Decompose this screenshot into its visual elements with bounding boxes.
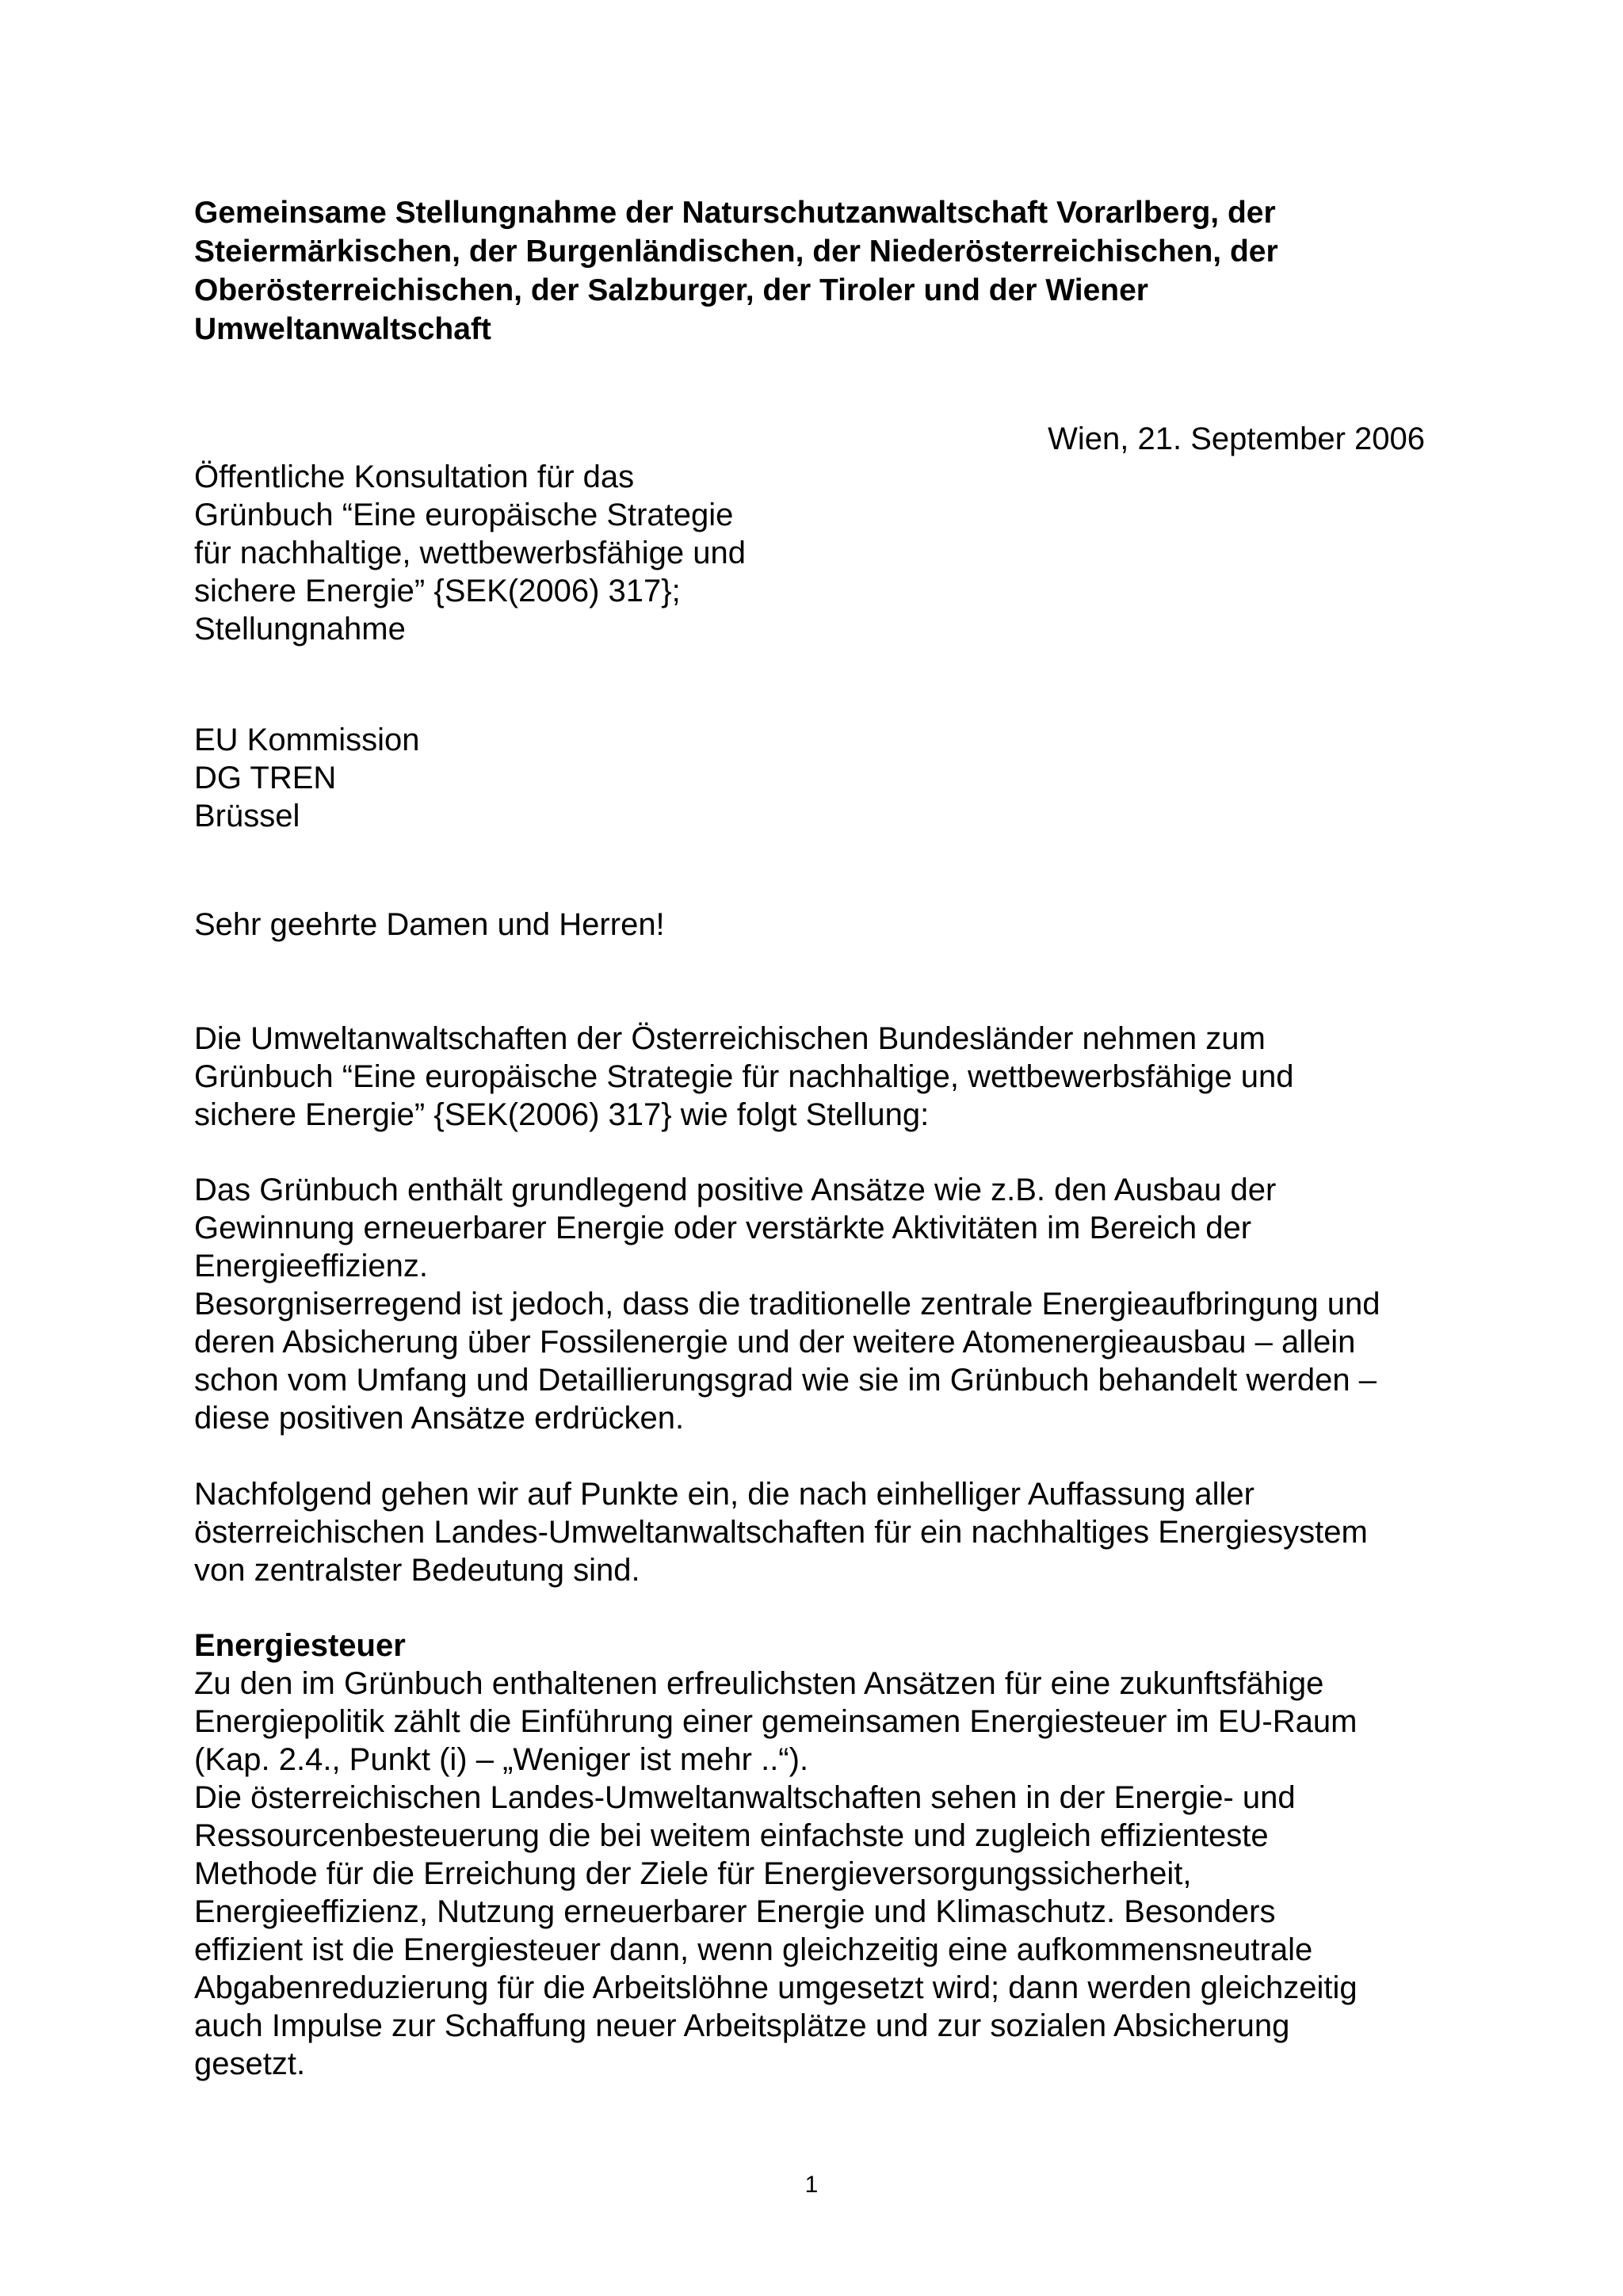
- section-line: Energiepolitik zählt die Einführung einer gemeinsamen Energiesteuer im EU-Raum: [194, 1704, 1358, 1739]
- paragraph-line: österreichischen Landes-Umweltanwaltschaften für ein nachhaltiges Energiesystem: [194, 1515, 1368, 1550]
- page-number: 1: [804, 2172, 819, 2198]
- paragraph-line: Das Grünbuch enthält grundlegend positive Ansätze wie z.B. den Ausbau der: [194, 1173, 1277, 1207]
- section-line: Energieeffizienz, Nutzung erneuerbarer Energie und Klimaschutz. Besonders: [194, 1894, 1276, 1929]
- paragraph-assessment: [194, 1171, 1462, 1437]
- subject-line: sichere Energie” {SEK(2006) 317};: [194, 574, 681, 608]
- paragraph-line: Besorgniserregend ist jedoch, dass die traditionelle zentrale Energieaufbringung und: [194, 1287, 1381, 1322]
- title-line: Steiermärkischen, der Burgenländischen, der Niederösterreichischen, der: [194, 235, 1278, 269]
- section-line: Zu den im Grünbuch enthaltenen erfreulichsten Ansätzen für eine zukunftsfähige: [194, 1666, 1324, 1701]
- section-line: Die österreichischen Landes-Umweltanwaltschaften sehen in der Energie- und: [194, 1780, 1296, 1815]
- paragraph-line: Grünbuch “Eine europäische Strategie für nachhaltige, wettbewerbsfähige und: [194, 1059, 1294, 1094]
- document-title: [194, 193, 1446, 349]
- recipient-line: Brüssel: [194, 799, 300, 833]
- paragraph-line: schon vom Umfang und Detaillierungsgrad wie sie im Grünbuch behandelt werden –: [194, 1363, 1377, 1398]
- section-line: gesetzt.: [194, 2046, 306, 2081]
- subject-line: Öffentliche Konsultation für das: [194, 460, 635, 494]
- paragraph-line: von zentralster Bedeutung sind.: [194, 1553, 640, 1588]
- paragraph-line: Nachfolgend gehen wir auf Punkte ein, die nach einhelliger Auffassung aller: [194, 1477, 1254, 1512]
- paragraph-line: diese positiven Ansätze erdrücken.: [194, 1401, 685, 1436]
- letter-salutation: Sehr geehrte Damen und Herren!: [194, 907, 665, 942]
- paragraph-line: Energieeffizienz.: [194, 1249, 428, 1283]
- letter-recipient: [194, 721, 420, 835]
- section-line: (Kap. 2.4., Punkt (i) – „Weniger ist mehr ..“).: [194, 1742, 809, 1777]
- section-line: auch Impulse zur Schaffung neuer Arbeitsplätze und zur sozialen Absicherung: [194, 2008, 1290, 2043]
- paragraph-points: [194, 1475, 1462, 1589]
- letter-subject: [194, 458, 828, 648]
- subject-line: Grünbuch “Eine europäische Strategie: [194, 498, 734, 532]
- recipient-line: DG TREN: [194, 761, 337, 795]
- recipient-line: EU Kommission: [194, 723, 420, 757]
- subject-line: Stellungnahme: [194, 612, 406, 646]
- letter-date: Wien, 21. September 2006: [1048, 421, 1425, 456]
- paragraph-introduction: [194, 1020, 1462, 1134]
- paragraph-line: deren Absicherung über Fossilenergie und der weitere Atomenergieausbau – allein: [194, 1325, 1356, 1360]
- section-line: Abgabenreduzierung für die Arbeitslöhne umgesetzt wird; dann werden gleichzeitig: [194, 1970, 1358, 2005]
- paragraph-line: Gewinnung erneuerbarer Energie oder verstärkte Aktivitäten im Bereich der: [194, 1211, 1252, 1245]
- title-line: Gemeinsame Stellungnahme der Naturschutzanwaltschaft Vorarlberg, der: [194, 196, 1276, 230]
- title-line: Umweltanwaltschaft: [194, 312, 491, 346]
- paragraph-line: sichere Energie” {SEK(2006) 317} wie folgt Stellung:: [194, 1097, 930, 1132]
- section-line: Ressourcenbesteuerung die bei weitem einfachste und zugleich effizienteste: [194, 1818, 1269, 1853]
- section-energiesteuer: [194, 1627, 1462, 2083]
- section-line: Methode für die Erreichung der Ziele für Energieversorgungssicherheit,: [194, 1856, 1192, 1891]
- section-line: effizient ist die Energiesteuer dann, wenn gleichzeitig eine aufkommensneutrale: [194, 1932, 1313, 1967]
- paragraph-line: Die Umweltanwaltschaften der Österreichischen Bundesländer nehmen zum: [194, 1021, 1266, 1056]
- subject-line: für nachhaltige, wettbewerbsfähige und: [194, 536, 747, 570]
- section-heading: Energiesteuer: [194, 1628, 406, 1663]
- title-line: Oberösterreichischen, der Salzburger, der Tiroler und der Wiener: [194, 273, 1148, 307]
